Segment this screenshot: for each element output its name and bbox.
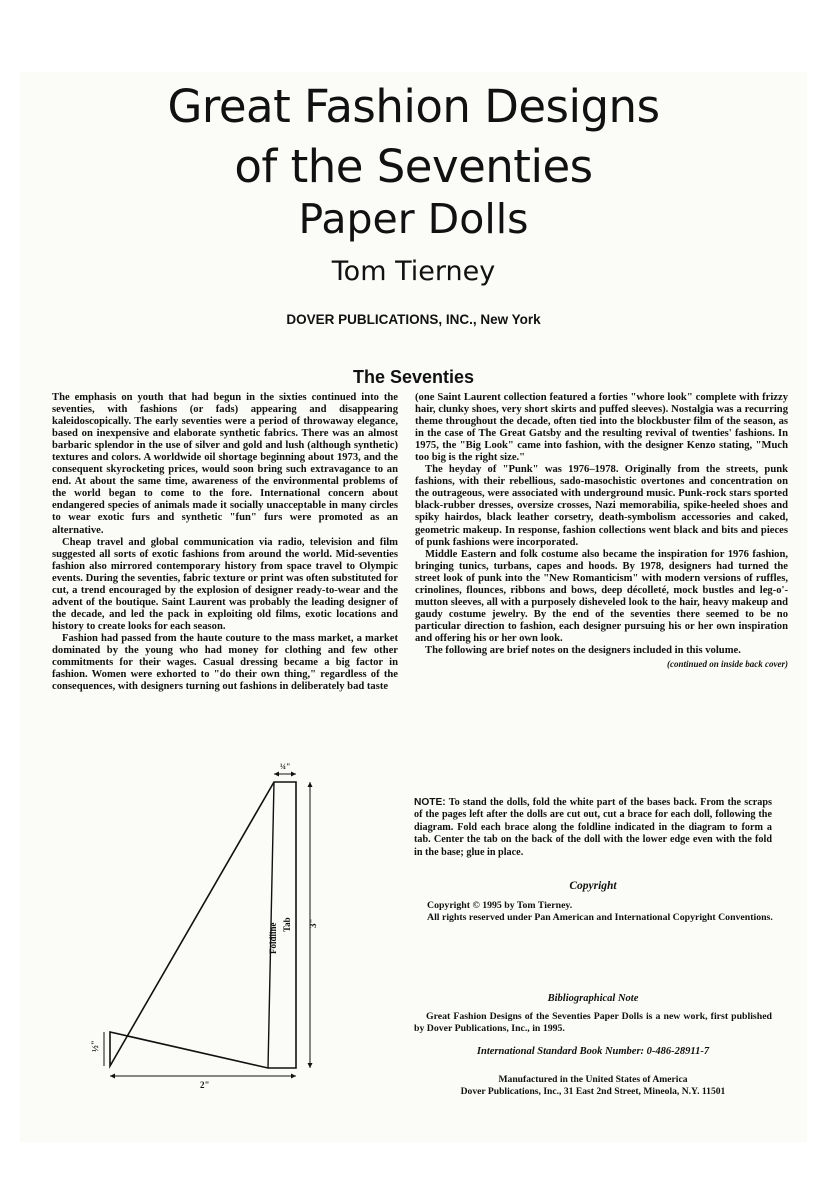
note-text: To stand the dolls, fold the white part of the bases back. From the scraps of the pages left after the dolls are cut out, cut a brace for each doll, following the diagram. Fold each brace along the foldline indicated in the diagram to form a tab. Center the tab on the back of the doll with the lower edge even with the fold in the base; glue in place. [414,797,772,858]
note-label: NOTE: [414,797,446,808]
side-label: ½" [90,1040,100,1052]
address-line: Dover Publications, Inc., 31 East 2nd Street, Mineola, N.Y. 11501 [460,1086,726,1098]
bibliographical-text: Great Fashion Designs of the Seventies Paper Dolls is a new work, first published by Dover Publications, Inc., in 1995. [414,1011,772,1034]
paragraph: Cheap travel and global communication via radio, television and film suggested all sorts of exotic fashions from around the world. Mid-seventies fashion also mirrored contemporary history from space travel to Olympic events. During the seventies, fabric texture or print was often substituted for cut, a trend encouraged by the explosion of designer ready-to-wear and the advent of the boutique. Saint Laurent was probably the leading designer of the decade, and led the pack in exploiting old films, exotic locations and history to create looks for each season. [52,536,398,632]
brace-diagram [80,762,400,1100]
paragraph: The heyday of "Punk" was 1976–1978. Originally from the streets, punk fashions, with their rebellious, sado-masochistic overtones and concentration on the outrageous, were associated with underground music. Punk-rock stars sported black-rubber dresses, oversize crosses, Nazi memorabilia, spike-heeled shoes and spiky hairdos, black leather corsetry, death-symbolism accessories and caked, geometric makeup. In response, fashion collections went black and bits and pieces of punk fashions were incorporated. [415,464,788,548]
manufacturing-info [414,1074,772,1099]
isbn-line: International Standard Book Number: 0-486-28911-7 [476,1046,710,1057]
author-name: Tom Tierney [331,256,496,287]
book-title-line-1: Great Fashion Designs [167,80,660,133]
paragraph: Middle Eastern and folk costume also became the inspiration for 1976 fashion, bringing tunics, turbans, capes and hoods. By 1978, designers had turned the street look of punk into the "New Romanticism" with modern versions of ruffles, crinolines, flounces, ribbons and bows, deep décolleté, mock bustles and leg-o'-mutton sleeves, all with a purposely disheveled look to the hair, heavy makeup and gaudy costume jewelry. By the end of the seventies there seemed to be no particular direction to fashion, each designer pursuing his or her own inspiration and offering his or her own look. [415,548,788,644]
bibliographical-heading: Bibliographical Note [547,993,639,1004]
paragraph: Fashion had passed from the haute couture to the mass market, a market dominated by the young who had money for clothing and few other commitments for their wages. Casual dressing became a big factor in fashion. Women were exhorted to "do their own thing," regardless of the consequences, with designers turning out fashions in deliberately bad taste [52,632,398,693]
foldline-label: Foldline [268,922,278,954]
paragraph: The emphasis on youth that had begun in the sixties continued into the seventies, with fashions (or fads) appearing and disappearing kaleidoscopically. The early seventies were a period of throwaway elegance, based on inexpensive and elaborate synthetic fabrics. There was an almost barbaric splendor in the use of silver and gold and lush (although synthetic) textures and colors. A worldwide oil shortage beginning about 1973, and the consequent skyrocketing prices, would soon bring such extravagance to an end. At about the same time, awareness of the environmental problems of the world began to come to the fore. International concern about endangered species of animals made it socially unacceptable in many circles to wear exotic furs and synthetic "fun" furs were promoted as an alternative. [52,392,398,536]
continued-note: (continued on inside back cover) [667,659,788,670]
top-width-label: ¼" [280,762,291,771]
tab-label: Tab [282,917,292,932]
publisher-line: DOVER PUBLICATIONS, INC., New York [286,312,541,327]
book-title-line-2: of the Seventies [234,140,593,193]
rights-line: All rights reserved under Pan American and International Copyright Conventions. [427,912,773,923]
book-title-line-3: Paper Dolls [298,195,529,243]
paragraph: The following are brief notes on the designers included in this volume. [425,644,741,656]
copyright-block [427,900,787,924]
manufactured-line: Manufactured in the United States of America [498,1074,688,1085]
paragraph: (one Saint Laurent collection featured a forties "whore look" complete with frizzy hair, clunky shoes, very short skirts and puffed sleeves). Nostalgia was a recurring theme throughout the decade, often tied into the blockbuster film of the season, as in the case of The Great Gatsby and the resulting revival of twenties' fashions. In 1975, the "Big Look" came into fashion, with the designer Kenzo stating, "Much too big is the right size." [415,392,788,464]
base-width-label: 2" [200,1080,210,1090]
right-text-column [415,392,788,670]
copyright-line: Copyright © 1995 by Tom Tierney. [427,900,573,911]
section-title: The Seventies [352,367,475,387]
copyright-heading: Copyright [569,880,617,892]
assembly-note [414,797,772,859]
height-label: 3" [308,918,318,928]
left-text-column [52,392,398,693]
